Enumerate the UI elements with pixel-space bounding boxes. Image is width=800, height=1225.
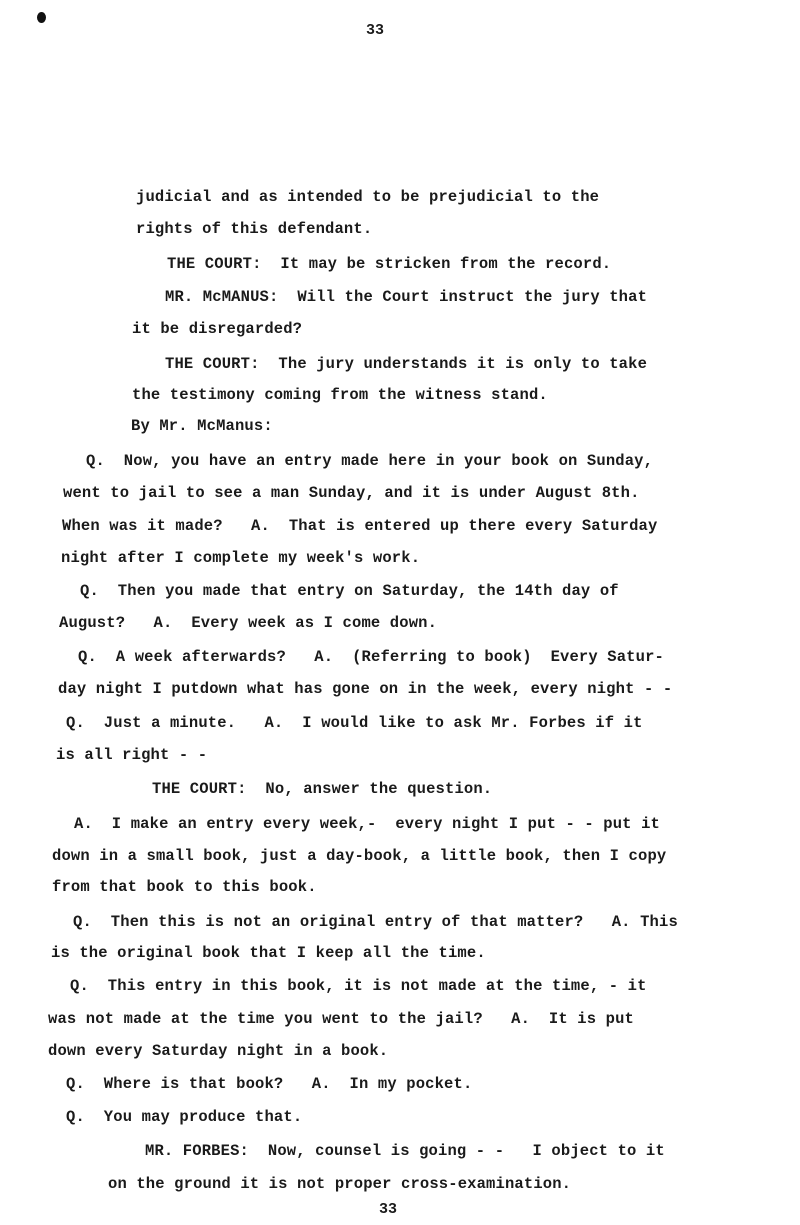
- transcript-line: down in a small book, just a day-book, a little book, then I copy: [52, 847, 667, 865]
- transcript-line: on the ground it is not proper cross-examination.: [108, 1175, 572, 1193]
- transcript-line: down every Saturday night in a book.: [48, 1042, 389, 1060]
- transcript-line: Q. Now, you have an entry made here in your book on Sunday,: [86, 452, 654, 470]
- transcript-line: By Mr. McManus:: [131, 417, 273, 435]
- transcript-line: Q. Then this is not an original entry of that matter? A. This: [73, 913, 678, 931]
- transcript-line: night after I complete my week's work.: [61, 549, 421, 567]
- transcript-line: Q. You may produce that.: [66, 1108, 303, 1126]
- transcript-line: Q. This entry in this book, it is not made at the time, - it: [70, 977, 647, 995]
- transcript-line: Q. Where is that book? A. In my pocket.: [66, 1075, 473, 1093]
- transcript-line: went to jail to see a man Sunday, and it is under August 8th.: [63, 484, 640, 502]
- punch-hole-mark: [37, 12, 46, 23]
- transcript-line: A. I make an entry every week,- every night I put - - put it: [74, 815, 660, 833]
- transcript-line: August? A. Every week as I come down.: [59, 614, 438, 632]
- transcript-line: is the original book that I keep all the time.: [51, 944, 486, 962]
- transcript-line: from that book to this book.: [52, 878, 317, 896]
- transcript-line: it be disregarded?: [132, 320, 303, 338]
- transcript-line: judicial and as intended to be prejudicial to the: [136, 188, 600, 206]
- transcript-line: Q. A week afterwards? A. (Referring to book) Every Satur-: [78, 648, 664, 666]
- transcript-line: MR. FORBES: Now, counsel is going - - I object to it: [145, 1142, 665, 1160]
- transcript-line: THE COURT: The jury understands it is only to take: [165, 355, 648, 373]
- transcript-line: Q. Then you made that entry on Saturday, the 14th day of: [80, 582, 619, 600]
- page-number-bottom: 33: [379, 1201, 398, 1218]
- transcript-line: MR. McMANUS: Will the Court instruct the jury that: [165, 288, 648, 306]
- transcript-line: is all right - -: [56, 746, 208, 764]
- transcript-line: THE COURT: No, answer the question.: [152, 780, 493, 798]
- transcript-line: When was it made? A. That is entered up there every Saturday: [62, 517, 658, 535]
- transcript-line: rights of this defendant.: [136, 220, 373, 238]
- transcript-line: day night I putdown what has gone on in the week, every night - -: [58, 680, 673, 698]
- transcript-line: Q. Just a minute. A. I would like to ask Mr. Forbes if it: [66, 714, 643, 732]
- transcript-line: THE COURT: It may be stricken from the record.: [167, 255, 612, 273]
- transcript-line: the testimony coming from the witness stand.: [132, 386, 548, 404]
- page-number-top: 33: [366, 22, 385, 39]
- transcript-line: was not made at the time you went to the jail? A. It is put: [48, 1010, 634, 1028]
